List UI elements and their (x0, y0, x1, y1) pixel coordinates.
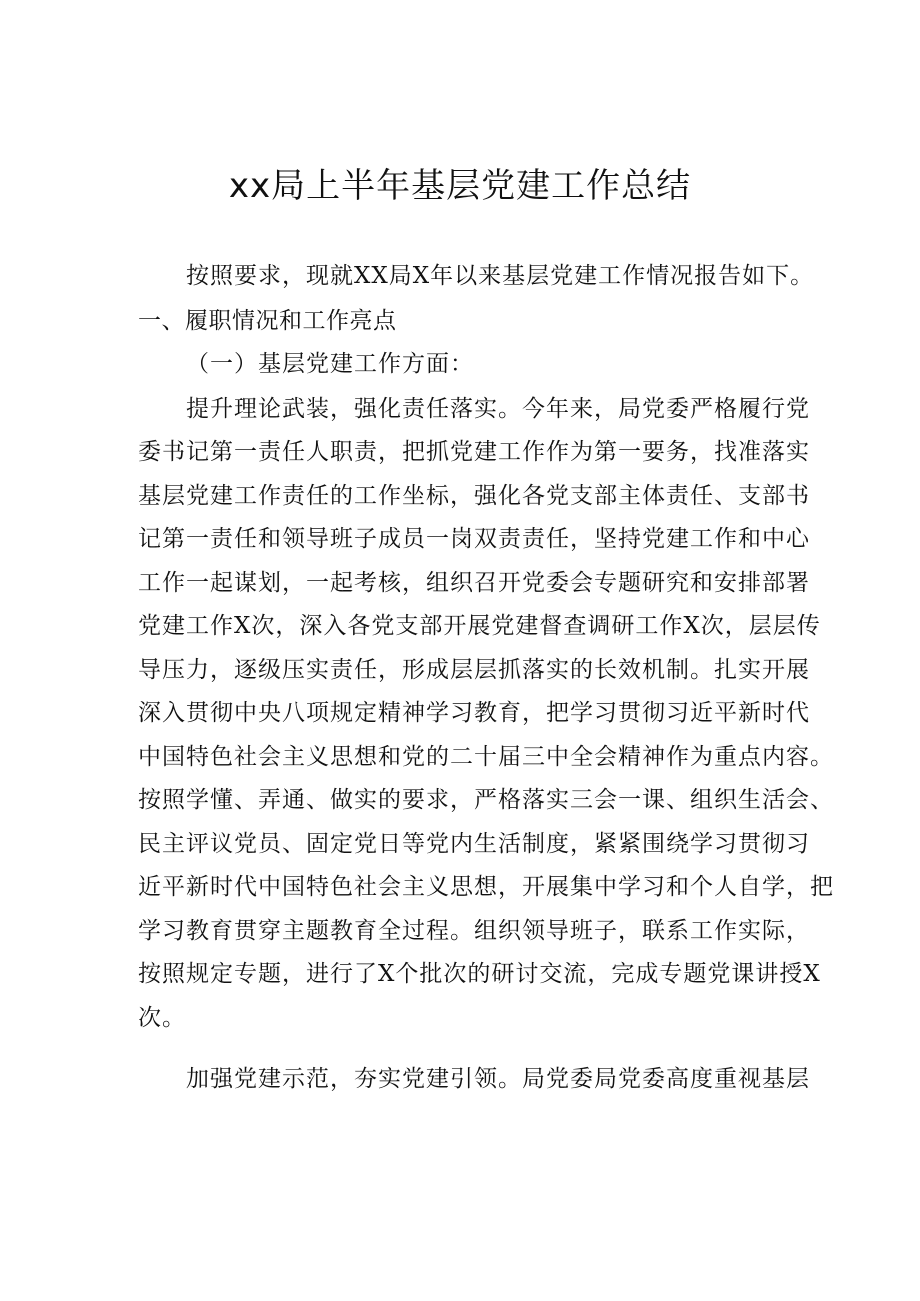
paragraph-line: 按照规定专题，进行了X个批次的研讨交流，完成专题党课讲授X (138, 961, 821, 987)
paragraph-line: 近平新时代中国特色社会主义思想，开展集中学习和个人自学，把 (138, 874, 834, 900)
paragraph-line: 次。 (138, 1005, 186, 1031)
subsection-heading-1: （一）基层党建工作方面： (186, 351, 474, 377)
paragraph-line: 党建工作X次，深入各党支部开展党建督查调研工作X次，层层传 (138, 613, 821, 639)
paragraph-line: 导压力，逐级压实责任，形成层层抓落实的长效机制。扎实开展 (138, 657, 810, 683)
paragraph-line: 工作一起谋划，一起考核，组织召开党委会专题研究和安排部署 (138, 570, 810, 596)
paragraph-2-line: 加强党建示范，夯实党建引领。局党委局党委高度重视基层 (186, 1066, 810, 1092)
paragraph-line: 中国特色社会主义思想和党的二十届三中全会精神作为重点内容。 (138, 744, 834, 770)
paragraph-line: 民主评议党员、固定党日等党内生活制度，紧紧围绕学习贯彻习 (138, 831, 810, 857)
document-title: xx局上半年基层党建工作总结 (228, 166, 692, 206)
intro-paragraph: 按照要求，现就XX局X年以来基层党建工作情况报告如下。 (186, 263, 815, 289)
paragraph-line: 深入贯彻中央八项规定精神学习教育，把学习贯彻习近平新时代 (138, 700, 810, 726)
paragraph-line: 委书记第一责任人职责，把抓党建工作作为第一要务，找准落实 (138, 439, 810, 465)
paragraph-line: 提升理论武装，强化责任落实。今年来，局党委严格履行党 (186, 396, 810, 422)
paragraph-line: 记第一责任和领导班子成员一岗双责责任，坚持党建工作和中心 (138, 526, 810, 552)
paragraph-line: 学习教育贯穿主题教育全过程。组织领导班子，联系工作实际， (138, 918, 810, 944)
paragraph-line: 按照学懂、弄通、做实的要求，严格落实三会一课、组织生活会、 (138, 787, 834, 813)
section-heading-1: 一、履职情况和工作亮点 (138, 308, 397, 334)
paragraph-line: 基层党建工作责任的工作坐标，强化各党支部主体责任、支部书 (138, 483, 810, 509)
